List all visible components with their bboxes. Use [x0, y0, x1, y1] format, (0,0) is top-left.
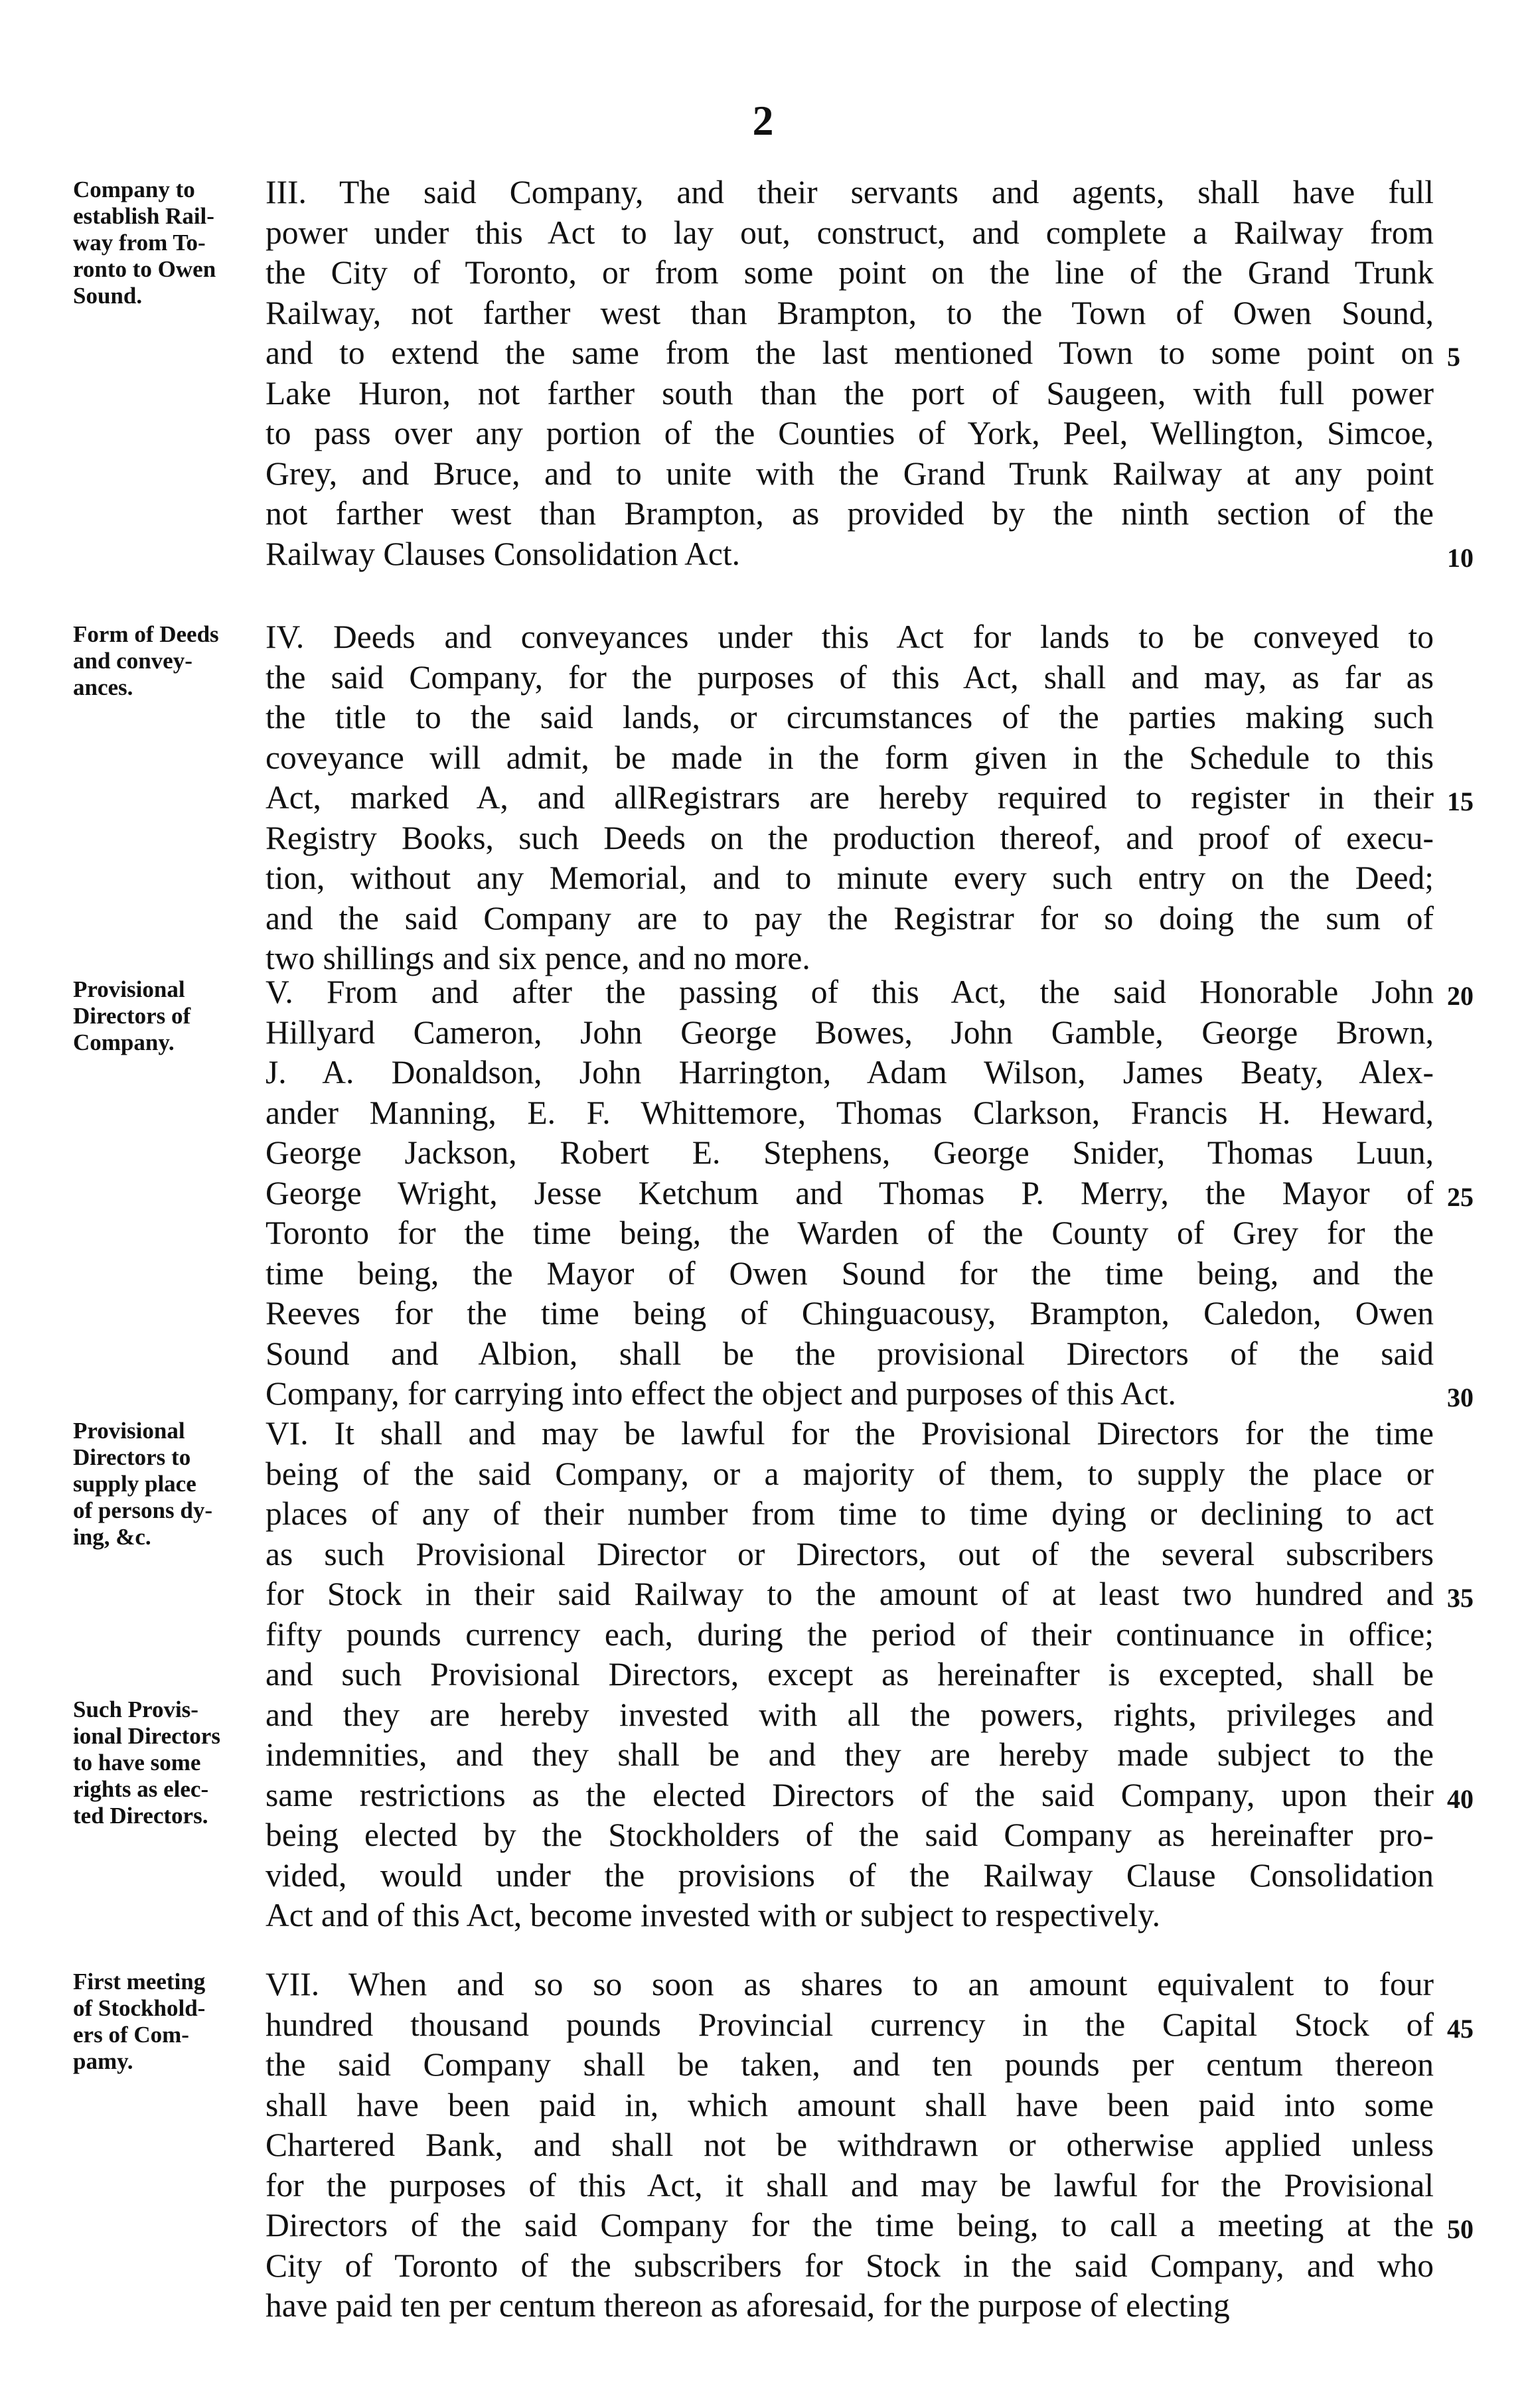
- text-line: Grey, and Bruce, and to unite with the Grand Trunk Railway at any point: [266, 455, 1434, 492]
- line-number: 20: [1447, 981, 1474, 1011]
- text-line: vided, would under the provisions of the Railway Clause Consolidation: [266, 1856, 1434, 1894]
- text-line: and to extend the same from the last mentioned Town to some point on: [266, 335, 1434, 371]
- text-line: VI. It shall and may be lawful for the Provisional Directors for the time: [266, 1415, 1434, 1452]
- text-line: for the purposes of this Act, it shall and may be lawful for the Provisional: [266, 2166, 1434, 2204]
- text-line: the title to the said lands, or circumstances of the parties making such: [266, 699, 1434, 735]
- text-line: George Wright, Jesse Ketchum and Thomas P. Merry, the Mayor of: [266, 1174, 1434, 1211]
- text-line: the said Company shall be taken, and ten pounds per centum thereon: [266, 2046, 1434, 2083]
- text-line: hundred thousand pounds Provincial currency in the Capital Stock of: [266, 2006, 1434, 2043]
- margin-note-line: establish Rail-: [73, 203, 214, 229]
- margin-note-line: supply place: [73, 1471, 196, 1497]
- text-line: Lake Huron, not farther south than the port of Saugeen, with full power: [266, 374, 1434, 412]
- section-text: [266, 173, 1434, 574]
- margin-note-line: Directors of: [73, 1003, 191, 1029]
- text-line: Reeves for the time being of Chinguacousy, Brampton, Caledon, Owen: [266, 1295, 1434, 1331]
- margin-note-line: and convey-: [73, 648, 192, 674]
- text-line: and the said Company are to pay the Registrar for so doing the sum of: [266, 899, 1434, 937]
- text-line: Toronto for the time being, the Warden of the County of Grey for the: [266, 1215, 1434, 1251]
- text-line: Act and of this Act, become invested with or subject to respectively.: [266, 1897, 1161, 1933]
- text-line: ander Manning, E. F. Whittemore, Thomas Clarkson, Francis H. Heward,: [266, 1094, 1434, 1131]
- margin-note-line: ional Directors: [73, 1723, 220, 1749]
- line-number: 5: [1447, 342, 1460, 372]
- margin-note-secondary: [73, 1696, 252, 1829]
- margin-note-line: ted Directors.: [73, 1803, 208, 1829]
- margin-note-line: ances.: [73, 674, 133, 700]
- line-number: 30: [1447, 1383, 1474, 1412]
- text-line: Hillyard Cameron, John George Bowes, John Gamble, George Brown,: [266, 1014, 1434, 1051]
- text-line: same restrictions as the elected Directors of the said Company, upon their: [266, 1776, 1434, 1813]
- text-line: the said Company, for the purposes of this Act, shall and may, as far as: [266, 658, 1434, 696]
- text-line: III. The said Company, and their servants and agents, shall have full: [266, 174, 1434, 210]
- text-line: to pass over any portion of the Counties of York, Peel, Wellington, Simcoe,: [266, 415, 1434, 451]
- text-line: power under this Act to lay out, construct, and complete a Railway from: [266, 214, 1434, 251]
- text-line: fifty pounds currency each, during the period of their continuance in office;: [266, 1616, 1434, 1653]
- text-line: Act, marked A, and allRegistrars are hereby required to register in their: [266, 779, 1434, 816]
- margin-note-line: Provisional: [73, 1418, 185, 1444]
- text-line: VII. When and so so soon as shares to an amount equivalent to four: [266, 1966, 1434, 2002]
- margin-note-line: of persons dy-: [73, 1497, 213, 1523]
- margin-note: [73, 177, 252, 309]
- margin-note-line: Form of Deeds: [73, 621, 219, 647]
- text-line: as such Provisional Director or Directors, out of the several subscribers: [266, 1535, 1434, 1572]
- margin-note-line: ing, &c.: [73, 1524, 151, 1550]
- text-line: J. A. Donaldson, John Harrington, Adam Wilson, James Beaty, Alex-: [266, 1054, 1434, 1091]
- line-number: 35: [1447, 1583, 1474, 1613]
- text-line: and they are hereby invested with all the powers, rights, privileges and: [266, 1696, 1434, 1733]
- text-line: Chartered Bank, and shall not be withdrawn or otherwise applied unless: [266, 2127, 1434, 2163]
- line-number: 15: [1447, 787, 1474, 816]
- margin-note: [73, 1969, 252, 2075]
- text-line: places of any of their number from time to time dying or declining to act: [266, 1495, 1434, 1532]
- margin-note-line: Sound.: [73, 283, 143, 309]
- line-number: 45: [1447, 2013, 1474, 2044]
- text-line: Registry Books, such Deeds on the production thereof, and proof of execu-: [266, 819, 1434, 856]
- text-line: tion, without any Memorial, and to minute every such entry on the Deed;: [266, 860, 1434, 896]
- margin-note-line: ronto to Owen: [73, 256, 216, 282]
- text-line: being of the said Company, or a majority of them, to supply the place or: [266, 1455, 1434, 1492]
- section-text: [266, 1965, 1434, 2326]
- text-line: V. From and after the passing of this Act, the said Honorable John: [266, 974, 1434, 1010]
- margin-note-line: Company.: [73, 1029, 175, 1055]
- line-number: 10: [1447, 542, 1474, 573]
- text-line: two shillings and six pence, and no more.: [266, 940, 810, 976]
- text-line: time being, the Mayor of Owen Sound for the time being, and the: [266, 1254, 1434, 1292]
- line-number: 25: [1447, 1181, 1474, 1212]
- text-line: the City of Toronto, or from some point on the line of the Grand Trunk: [266, 254, 1434, 291]
- margin-note-line: Such Provis-: [73, 1696, 198, 1722]
- margin-note-line: way from To-: [73, 230, 206, 256]
- margin-note-line: Directors to: [73, 1444, 191, 1470]
- margin-note-line: ers of Com-: [73, 2022, 189, 2048]
- text-line: City of Toronto of the subscribers for Stock in the said Company, and who: [266, 2247, 1434, 2284]
- margin-note-line: Provisional: [73, 976, 185, 1002]
- margin-note: [73, 976, 252, 1056]
- text-line: Directors of the said Company for the time being, to call a meeting at the: [266, 2207, 1434, 2243]
- text-line: Sound and Albion, shall be the provisional Directors of the said: [266, 1335, 1434, 1372]
- text-line: for Stock in their said Railway to the amount of at least two hundred and: [266, 1576, 1434, 1612]
- text-line: and such Provisional Directors, except as hereinafter is excepted, shall be: [266, 1656, 1434, 1693]
- text-line: being elected by the Stockholders of the said Company as hereinafter pro-: [266, 1817, 1434, 1853]
- text-line: IV. Deeds and conveyances under this Act for lands to be conveyed to: [266, 619, 1434, 655]
- margin-note: [73, 1418, 252, 1550]
- line-number: 40: [1447, 1783, 1474, 1814]
- text-line: indemnities, and they shall be and they are hereby made subject to the: [266, 1736, 1434, 1773]
- section-text: [266, 972, 1434, 1414]
- section-text: [266, 1414, 1434, 1936]
- page-number: 2: [752, 97, 774, 144]
- text-line: coveyance will admit, be made in the form given in the Schedule to this: [266, 739, 1434, 776]
- margin-note-line: of Stockhold-: [73, 1995, 206, 2021]
- margin-note: [73, 621, 252, 701]
- text-line: George Jackson, Robert E. Stephens, George Snider, Thomas Luun,: [266, 1134, 1434, 1171]
- line-number: 50: [1447, 2214, 1474, 2244]
- text-line: Railway, not farther west than Brampton, to the Town of Owen Sound,: [266, 294, 1434, 331]
- margin-note-line: pamy.: [73, 2048, 133, 2074]
- margin-note-line: rights as elec-: [73, 1776, 209, 1802]
- text-line: shall have been paid in, which amount shall have been paid into some: [266, 2086, 1434, 2123]
- text-line: Company, for carrying into effect the object and purposes of this Act.: [266, 1375, 1176, 1412]
- margin-note-line: Company to: [73, 177, 195, 202]
- section-text: [266, 617, 1434, 979]
- text-line: not farther west than Brampton, as provided by the ninth section of the: [266, 495, 1434, 532]
- margin-note-line: First meeting: [73, 1969, 206, 1994]
- margin-note-line: to have some: [73, 1750, 201, 1775]
- text-line: Railway Clauses Consolidation Act.: [266, 535, 740, 572]
- text-line: have paid ten per centum thereon as aforesaid, for the purpose of electing: [266, 2287, 1230, 2324]
